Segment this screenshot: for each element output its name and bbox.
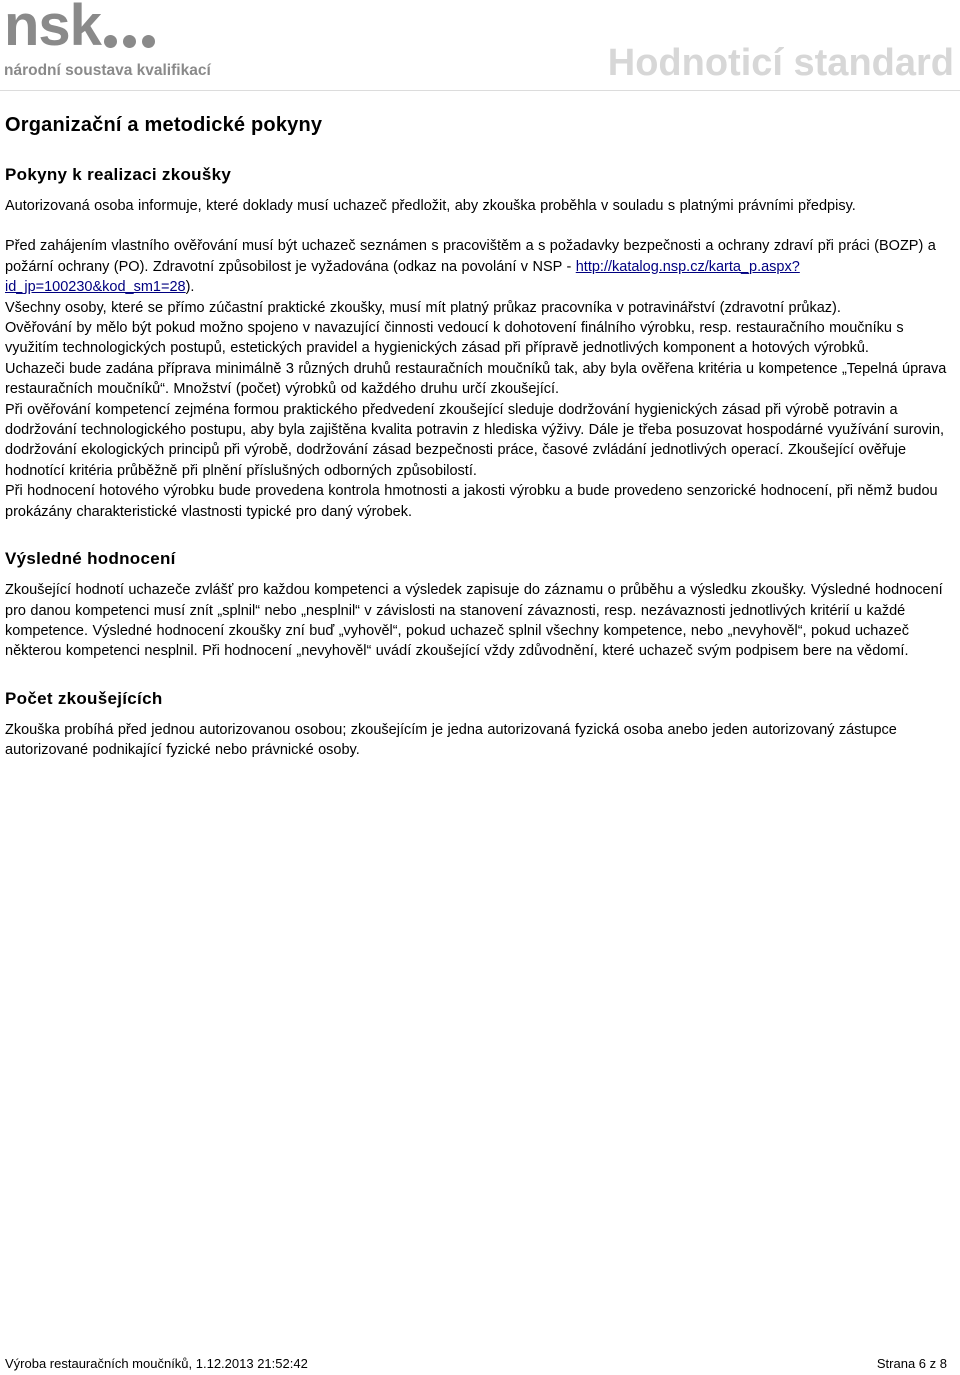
page-heading: Organizační a metodické pokyny — [5, 114, 323, 136]
page-header — [0, 0, 960, 92]
document-title: Hodnoticí standard — [607, 42, 954, 84]
logo-dot-2 — [123, 35, 136, 48]
paragraph: Zkouška probíhá před jednou autorizovanou osobou; zkoušejícím je jedna autorizovaná fyzická osoba anebo jeden autorizovaný zástupce autorizované podnikající fyzické nebo právnické osoby. — [5, 721, 897, 759]
document-body — [5, 112, 955, 761]
spacer — [5, 662, 955, 688]
section-heading: Výsledné hodnocení — [5, 549, 176, 569]
footer-document-info: Výroba restauračních moučníků, 1.12.2013 21:52:42 — [5, 1356, 308, 1371]
link-suffix: ). — [185, 279, 195, 296]
section-final-evaluation — [5, 548, 955, 662]
spacer — [5, 138, 955, 164]
spacer — [5, 186, 955, 196]
section-heading: Počet zkoušejících — [5, 688, 163, 708]
section-examiner-count — [5, 688, 955, 761]
spacer — [5, 570, 955, 580]
logo-wordmark: nsk — [4, 0, 101, 58]
page-number: Strana 6 z 8 — [876, 1356, 947, 1371]
section-exam-instructions — [5, 164, 955, 522]
nsk-logo — [4, 2, 209, 86]
paragraph-with-link — [5, 236, 955, 297]
spacer — [5, 216, 955, 236]
paragraph: Všechny osoby, které se přímo zúčastní praktické zkoušky, musí mít platný průkaz pracovníka v potravinářství (zdravotní průkaz). — [5, 299, 841, 316]
logo-subtitle: národní soustava kvalifikací — [4, 62, 211, 79]
paragraph: Uchazeči bude zadána příprava minimálně 3 různých druhů restauračních moučníků tak, aby byla ověřena kritéria u kompetence „Tepelná úprava restauračních moučníků“. Množství (počet) výrobků od každého druhu určí zkoušející. — [5, 360, 947, 398]
nsp-catalog-link[interactable]: http://katalog.nsp.cz/karta_p.aspx?id_jp=100230&kod_sm1=28 — [5, 258, 800, 296]
paragraph: Autorizovaná osoba informuje, které doklady musí uchazeč předložit, aby zkouška proběhla v souladu s platnými právními předpisy. — [5, 198, 856, 214]
logo-dot-1 — [104, 35, 117, 48]
paragraph: Ověřování by mělo být pokud možno spojeno v navazující činnosti vedoucí k dohotovení finálního výrobku, resp. restauračního moučníku s využitím technologických postupů, estetických pravidel a hygienických zásad při přípravě jednotlivých komponent a hotových výrobků. — [5, 320, 904, 357]
paragraph: Při ověřování kompetencí zejména formou praktického předvedení zkoušející sleduje dodržování hygienických zásad při výrobě potravin a dodržování technologického postupu, aby byla zajištěna kvalita potravin z hlediska výživy. Dále je třeba posuzovat hospodárné využívání surovin, dodržování ekologických principů při výrobě, dodržování zásad bezpečnosti práce, časové zvládání jednotlivých operací. Zkoušející ověřuje hodnotící kritéria průběžně při plnění příslušných odborných způsobilostí. — [5, 401, 945, 479]
section-heading: Pokyny k realizaci zkoušky — [5, 165, 232, 184]
logo-dot-3 — [142, 35, 155, 48]
paragraph-text: Před zahájením vlastního ověřování musí být uchazeč seznámen s pracovištěm a s požadavky bezpečnosti a ochrany zdraví při práci (BOZP) a požární ochrany (PO). Zdravotní způsobilost je vyžadována (odkaz na povolání v NSP - — [5, 238, 936, 275]
paragraph: Při hodnocení hotového výrobku bude provedena kontrola hmotnosti a jakosti výrobku a bude provedeno senzorické hodnocení, při němž budou prokázány charakteristické vlastnosti typické pro daný výrobek. — [5, 483, 938, 520]
header-divider — [0, 90, 960, 91]
spacer — [5, 522, 955, 548]
paragraph: Zkoušející hodnotí uchazeče zvlášť pro každou kompetenci a výsledek zapisuje do záznamu o průběhu a výsledku zkoušky. Výsledné hodnocení pro danou kompetenci musí znít „splnil“ nebo „nesplnil“ v závislosti na stanovení závaznosti, resp. nezávaznosti jednotlivých kritérií u každé kompetence. Výsledné hodnocení zkoušky zní buď „vyhověl“, pokud uchazeč splnil všechny kompetence, nebo „nevyhověl“, pokud uchazeč některou kompetenci nesplnil. Při hodnocení „nevyhověl“ uvádí zkoušející vždy zdůvodnění, které uchazeč svým podpisem bere na vědomí. — [5, 582, 943, 660]
spacer — [5, 710, 955, 720]
